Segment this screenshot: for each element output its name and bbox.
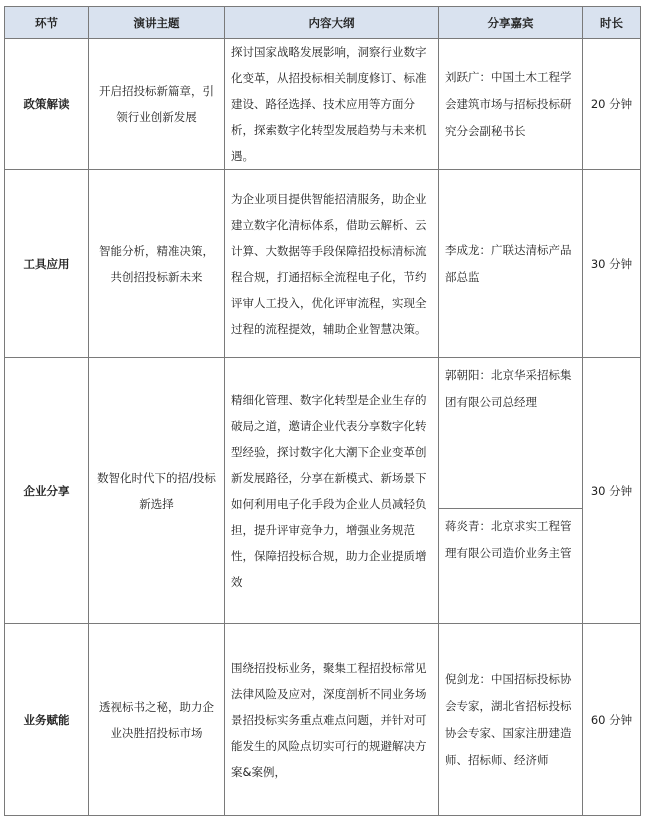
speaker-cell: 刘跃广：中国土木工程学会建筑市场与招标投标研究分会副秘书长 [439, 39, 583, 170]
duration-cell: 30 分钟 [583, 170, 641, 358]
header-segment: 环节 [5, 7, 89, 39]
segment-cell: 企业分享 [5, 358, 89, 624]
table-row [5, 39, 641, 170]
topic-cell: 智能分析，精准决策，共创招投标新未来 [89, 170, 225, 358]
outline-cell: 精细化管理、数字化转型是企业生存的破局之道，邀请企业代表分享数字化转型经验，探讨数字化大潮下企业变革创新发展路径，分享在新模式、新场景下如何利用电子化手段为企业人员减轻负担，提升评审竞争力，增强业务规范性，保障招投标合规，助力企业提质增效 [225, 358, 439, 624]
speaker-cell [439, 358, 583, 624]
topic-cell: 透视标书之秘，助力企业决胜招投标市场 [89, 624, 225, 816]
outline-cell: 为企业项目提供智能招清服务，助企业建立数字化清标体系，借助云解析、云计算、大数据等手段保障招投标清标流程合规，打通招标全流程电子化，节约评审人工投入，优化评审流程，实现全过程的流程提效，辅助企业智慧决策。 [225, 170, 439, 358]
topic-cell: 数智化时代下的招/投标新选择 [89, 358, 225, 624]
speaker-cell: 李成龙：广联达清标产品部总监 [439, 170, 583, 358]
duration-cell: 20 分钟 [583, 39, 641, 170]
header-duration: 时长 [583, 7, 641, 39]
header-outline: 内容大纲 [225, 7, 439, 39]
speaker-entry: 郭朝阳：北京华采招标集团有限公司总经理 [445, 368, 572, 409]
segment-cell: 工具应用 [5, 170, 89, 358]
agenda-table [4, 6, 641, 816]
table-body [5, 39, 641, 816]
duration-cell: 30 分钟 [583, 358, 641, 624]
table-header [5, 7, 641, 39]
segment-cell: 业务赋能 [5, 624, 89, 816]
table-row [5, 170, 641, 358]
topic-cell: 开启招投标新篇章，引领行业创新发展 [89, 39, 225, 170]
outline-cell: 围绕招投标业务，聚集工程招投标常见法律风险及应对，深度剖析不同业务场景招投标实务重点难点问题，并针对可能发生的风险点切实可行的规避解决方案&案例， [225, 624, 439, 816]
table-row [5, 624, 641, 816]
table-row [5, 358, 641, 624]
header-topic: 演讲主题 [89, 7, 225, 39]
duration-cell: 60 分钟 [583, 624, 641, 816]
header-speaker: 分享嘉宾 [439, 7, 583, 39]
outline-cell: 探讨国家战略发展影响，洞察行业数字化变革，从招投标相关制度修订、标准建设、路径选择、技术应用等方面分析，探索数字化转型发展趋势与未来机遇。 [225, 39, 439, 170]
segment-cell: 政策解读 [5, 39, 89, 170]
speaker-cell: 倪剑龙：中国招标投标协会专家，湖北省招标投标协会专家、国家注册建造师、招标师、经济师 [439, 624, 583, 816]
header-row [5, 7, 641, 39]
speaker-entry: 蒋炎青：北京求实工程管理有限公司造价业务主管 [439, 508, 582, 571]
